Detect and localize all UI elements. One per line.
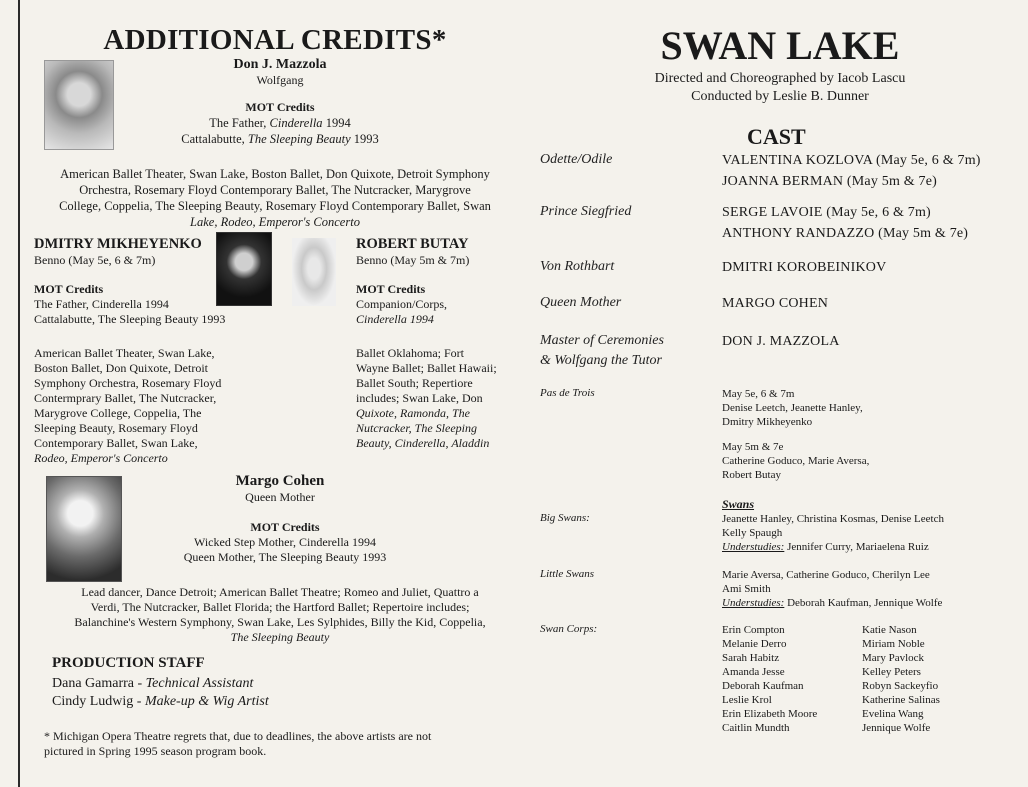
mikheyenko-bio: American Ballet Theater, Swan Lake, Boston Ballet, Don Quixote, Detroit Symphony Orchestra, Rosemary Floyd Contermprary Ballet, The Nutcracker, Marygrove College, Coppelia, The Sleeping Beauty, Rosemary Floyd Contemporary Ballet, Swan Lake, Rodeo, Emperor's Concerto (34, 346, 222, 465)
swan-corps-col2: Katie Nason Miriam Noble Mary Pavlock Kelley Peters Robyn Sackeyfio Katherine Salinas Evelina Wang Jennique Wolfe (862, 624, 940, 734)
mikheyenko-mot-line2: Cattalabutte, The Sleeping Beauty 1993 (34, 312, 226, 326)
role-queen-mother: Queen Mother (540, 295, 622, 310)
cohen-bio: Lead dancer, Dance Detroit; American Ballet Theatre; Romeo and Juliet, Quattro a Verdi, The Nutcracker, Ballet Florida; the Hartford Ballet; Repertoire includes; Balanchine's Western Symphony, Swan Lake, Les Sylphides, Billy the Kid, Coppelia, The Sleeping Beauty (74, 585, 486, 644)
production-staff (52, 655, 352, 711)
cohen-name: Margo Cohen (235, 473, 325, 489)
directed-line: Directed and Choreographed by Iacob Lascu (654, 71, 906, 86)
role-big-swans: Big Swans: (540, 512, 590, 524)
role-pas-de-trois: Pas de Trois (540, 387, 595, 399)
butay-photo (292, 238, 336, 306)
role-siegfried: Prince Siegfried (540, 204, 632, 219)
butay-block (356, 236, 526, 327)
mikheyenko-photo (216, 232, 272, 306)
role-little-swans: Little Swans (540, 568, 595, 580)
role-odette: Odette/Odile (540, 152, 613, 167)
butay-name: ROBERT BUTAY (356, 236, 469, 252)
swan-corps-col1: Erin Compton Melanie Derro Sarah Habitz Amanda Jesse Deborah Kaufman Leslie Krol Erin Elizabeth Moore Caitlin Mundth (722, 624, 818, 734)
mazzola-name: Don J. Mazzola (233, 57, 327, 72)
swan-lake-title: SWAN LAKE (660, 23, 900, 68)
perf-odette: VALENTINA KOZLOVA (May 5e, 6 & 7m) JOANNA BERMAN (May 5m & 7e) (722, 153, 981, 189)
butay-role: Benno (May 5m & 7m) (356, 253, 470, 267)
role-master-ceremonies: Master of Ceremonies & Wolfgang the Tutor (540, 333, 664, 368)
cohen-mot-line2: Queen Mother, The Sleeping Beauty 1993 (183, 550, 387, 564)
conducted-line: Conducted by Leslie B. Dunner (691, 89, 869, 104)
butay-mot-heading: MOT Credits (356, 282, 426, 296)
cohen-mot-line1: Wicked Step Mother, Cinderella 1994 (194, 535, 376, 549)
mazzola-photo (44, 60, 114, 150)
mikheyenko-block (34, 236, 234, 327)
cast-heading: CAST (747, 124, 806, 149)
cohen-photo (46, 476, 122, 582)
cohen-header (180, 473, 380, 505)
additional-credits-title: ADDITIONAL CREDITS* (103, 24, 447, 56)
perf-queen-mother: MARGO COHEN (722, 296, 829, 311)
cohen-role: Queen Mother (245, 490, 315, 504)
mazzola-role: Wolfgang (256, 73, 304, 87)
credits-block (590, 70, 970, 106)
mazzola-mot-line2: Cattalabutte, The Sleeping Beauty 1993 (181, 132, 379, 146)
role-swan-corps: Swan Corps: (540, 623, 598, 635)
role-rothbart: Von Rothbart (540, 259, 615, 274)
cohen-mot (140, 520, 430, 565)
mazzola-block (150, 57, 410, 147)
butay-bio: Ballet Oklahoma; Fort Wayne Ballet; Ballet Hawaii; Ballet South; Repertiore includes; Swan Lake, Don Quixote, Ramonda, The Nutcracker, The Sleeping Beauty, Cinderella, Aladdin (356, 346, 497, 450)
pas-de-trois-group1: May 5e, 6 & 7m Denise Leetch, Jeanette Hanley, Dmitry Mikheyenko (722, 388, 863, 428)
production-line1: Dana Gamarra - Technical Assistant (52, 676, 254, 691)
page-edge-line (18, 0, 20, 787)
perf-master-ceremonies: DON J. MAZZOLA (722, 334, 840, 349)
big-swans-list: Jeanette Hanley, Christina Kosmas, Denise Leetch Kelly Spaugh Understudies: Jennifer Curry, Mariaelena Ruiz (722, 513, 944, 553)
little-swans-list: Marie Aversa, Catherine Goduco, Cherilyn Lee Ami Smith Understudies: Deborah Kaufman, Jennique Wolfe (722, 569, 943, 609)
mazzola-bio: American Ballet Theater, Swan Lake, Boston Ballet, Don Quixote, Detroit Symphony Orchestra, Rosemary Floyd Contemporary Ballet, The Nutcracker, Marygrove College, Coppelia, The Sleeping Beauty, Rosemary Floyd Contemporary Ballet, Swan Lake, Rodeo, Emperor's Concerto (59, 167, 491, 229)
footnote: * Michigan Opera Theatre regrets that, due to deadlines, the above artists are not pictured in Spring 1995 season program book. (44, 729, 432, 758)
pas-de-trois-group2: May 5m & 7e Catherine Goduco, Marie Aversa, Robert Butay (722, 441, 870, 481)
production-line2: Cindy Ludwig - Make-up & Wig Artist (52, 694, 269, 709)
mikheyenko-mot-line1: The Father, Cinderella 1994 (34, 297, 169, 311)
mikheyenko-role: Benno (May 5e, 6 & 7m) (34, 253, 156, 267)
butay-mot-line2: Cinderella 1994 (356, 312, 434, 326)
swans-heading: Swans (722, 497, 755, 511)
mazzola-mot-heading: MOT Credits (245, 100, 315, 114)
mikheyenko-name: DMITRY MIKHEYENKO (34, 236, 202, 252)
perf-rothbart: DMITRI KOROBEINIKOV (722, 260, 887, 275)
mazzola-mot-line1: The Father, Cinderella 1994 (209, 116, 351, 130)
butay-mot-line1: Companion/Corps, (356, 297, 448, 311)
mikheyenko-mot-heading: MOT Credits (34, 282, 104, 296)
perf-siegfried: SERGE LAVOIE (May 5e, 6 & 7m) ANTHONY RANDAZZO (May 5m & 7e) (722, 205, 969, 241)
production-heading: PRODUCTION STAFF (52, 655, 205, 671)
cohen-mot-heading: MOT Credits (250, 520, 320, 534)
